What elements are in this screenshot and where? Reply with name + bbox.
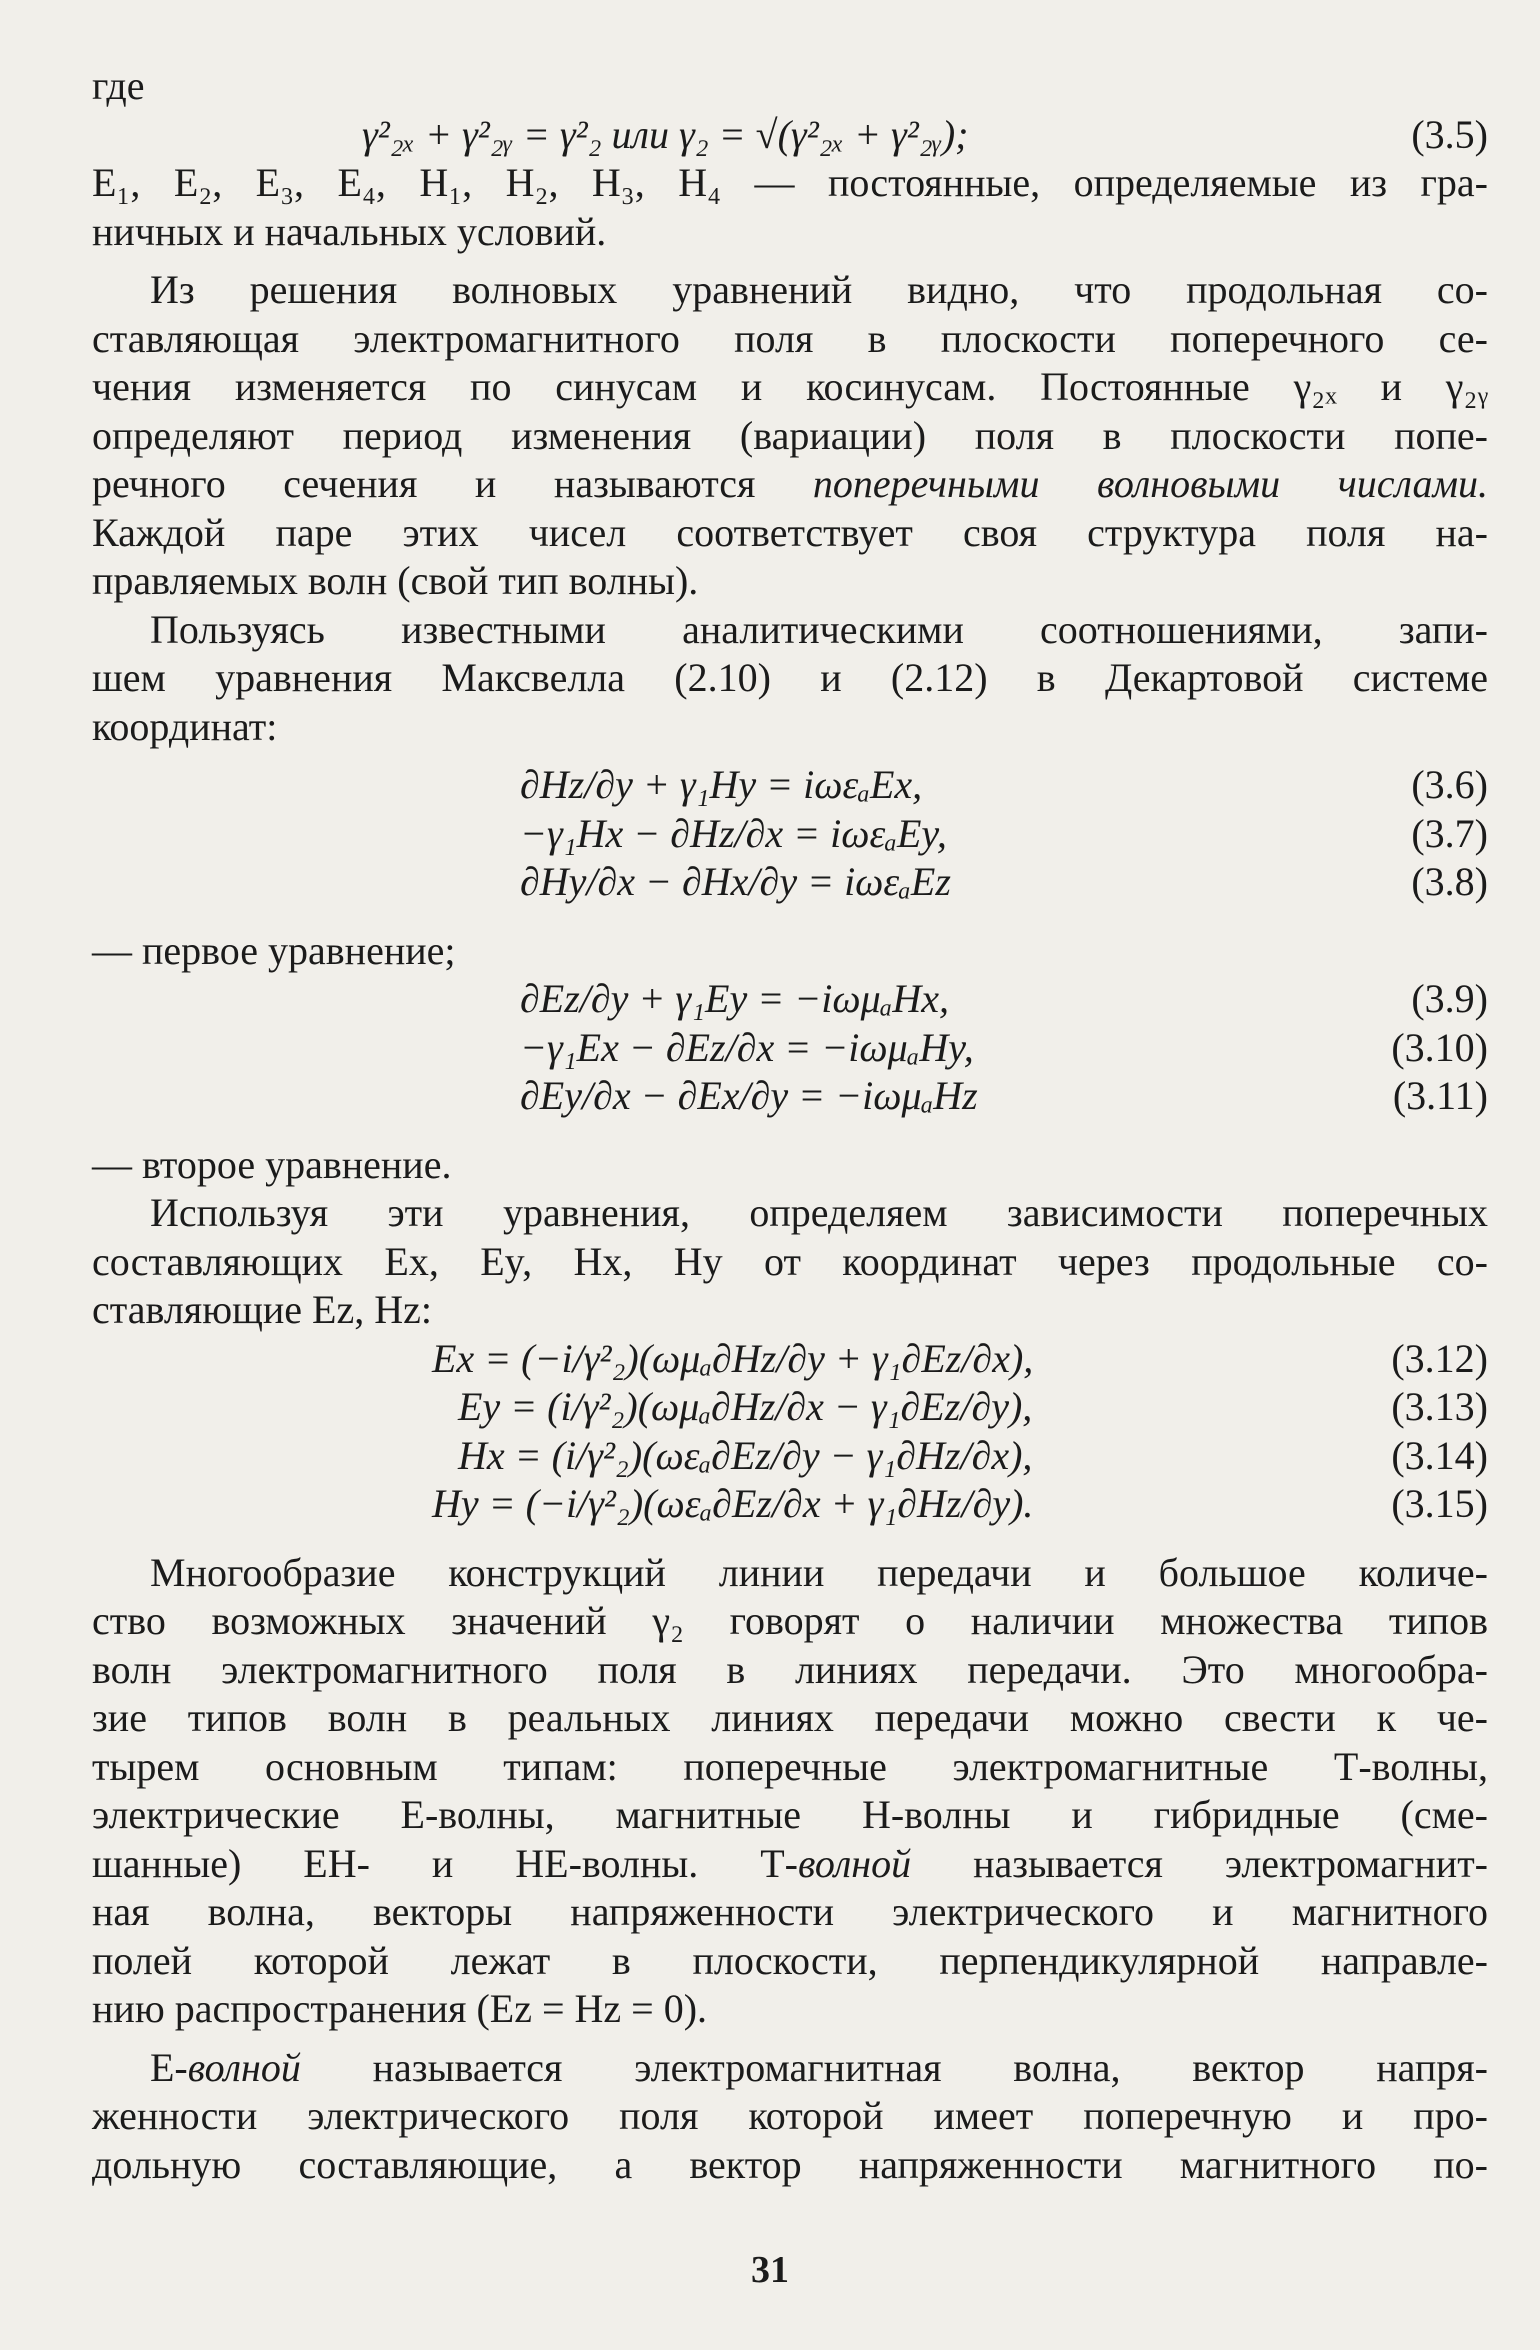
equation-number: (3.7) xyxy=(1411,810,1488,856)
para2-line: ставляющая электромагнитного поля в плоскости поперечного се- xyxy=(92,315,1488,361)
equation-number: (3.5) xyxy=(1411,111,1488,157)
first-equation-label: — первое уравнение; xyxy=(92,927,456,973)
para2-line xyxy=(92,460,1488,509)
text-run: шанные) ЕН- и НЕ-волны. Т- xyxy=(92,1840,798,1886)
equation-3-12 xyxy=(92,1335,1488,1384)
word-where: где xyxy=(92,63,145,108)
equation-formula: Hy = (−i/γ²₂)(ωεₐ∂Ez/∂x + γ₁∂Hz/∂y). xyxy=(432,1481,1034,1526)
para3-line: координат: xyxy=(92,703,278,749)
term-emphasis: поперечными волновыми числами. xyxy=(812,461,1488,506)
para2-line: определяют период изменения (вариации) поля в плоскости попе- xyxy=(92,412,1488,458)
equation-3-15 xyxy=(92,1480,1488,1529)
para5-line: Многообразие конструкций линии передачи и большое количе- xyxy=(150,1549,1488,1595)
text-run: называется электромагнит- xyxy=(911,1840,1488,1886)
para5-line: нию распространения (Ez = Hz = 0). xyxy=(92,1986,708,2031)
text-run: речного сечения и называются xyxy=(92,461,813,506)
para6-line xyxy=(92,2044,1488,2093)
equation-3-9 xyxy=(92,975,1488,1024)
second-equation-label: — второе уравнение. xyxy=(92,1141,452,1187)
equation-number: (3.11) xyxy=(1392,1073,1488,1118)
para2-line: Из решения волновых уравнений видно, что продольная со- xyxy=(150,267,1488,312)
term-emphasis: волной xyxy=(187,2044,301,2090)
para2-line: чения изменяется по синусам и косинусам. Постоянные γ₂ₓ и γ₂ᵧ xyxy=(92,364,1488,409)
para5-line: зие типов волн в реальных линиях передачи можно свести к че- xyxy=(92,1695,1488,1740)
equation-3-6 xyxy=(92,761,1488,810)
equation-number: (3.8) xyxy=(1411,859,1488,904)
para5-line: тырем основным типам: поперечные электромагнитные Т-волны, xyxy=(92,1743,1488,1789)
equation-3-14 xyxy=(92,1432,1488,1481)
equation-formula: ∂Hz/∂y + γ₁Hy = iωεₐEx, xyxy=(520,762,923,807)
para1-line: ничных и начальных условий. xyxy=(92,208,607,254)
page-number: 31 xyxy=(751,2249,789,2291)
equation-formula: Ex = (−i/γ²₂)(ωμₐ∂Hz/∂y + γ₁∂Ez/∂x), xyxy=(432,1335,1034,1381)
para6-line: дольную составляющие, а вектор напряженности магнитного по- xyxy=(92,2141,1488,2187)
para5-line: ная волна, векторы напряженности электрического и магнитного xyxy=(92,1889,1488,1934)
text-run: называется электромагнитная волна, вектор напря- xyxy=(300,2044,1488,2090)
equation-formula: −γ₁Ex − ∂Ez/∂x = −iωμₐHy, xyxy=(520,1024,974,1070)
para4-line: Используя эти уравнения, определяем зависимости поперечных xyxy=(150,1190,1488,1235)
para3-line: шем уравнения Максвелла (2.10) и (2.12) в Декартовой системе xyxy=(92,655,1488,700)
para5-line: электрические Е-волны, магнитные Н-волны и гибридные (сме- xyxy=(92,1792,1488,1837)
para5-line: ство возможных значений γ₂ говорят о наличии множества типов xyxy=(92,1598,1488,1643)
equation-3-11 xyxy=(92,1072,1488,1121)
equation-formula: γ²₂ₓ + γ²₂ᵧ = γ²₂ или γ₂ = √(γ²₂ₓ + γ²₂ᵧ); xyxy=(362,111,969,157)
equation-formula: ∂Ez/∂y + γ₁Ey = −iωμₐHx, xyxy=(520,976,950,1021)
para5-line: полей которой лежат в плоскости, перпендикулярной направле- xyxy=(92,1937,1488,1983)
para4-line: ставляющие Ez, Hz: xyxy=(92,1287,432,1332)
para2-line: правляемых волн (свой тип волны). xyxy=(92,558,699,603)
equation-number: (3.6) xyxy=(1411,762,1488,807)
equation-formula: Hx = (i/γ²₂)(ωεₐ∂Ez/∂y − γ₁∂Hz/∂x), xyxy=(458,1432,1033,1478)
text-run: Е- xyxy=(150,2044,188,2090)
equation-number: (3.14) xyxy=(1391,1432,1488,1478)
para2-line: Каждой паре этих чисел соответствует своя структура поля на- xyxy=(92,509,1488,555)
para3-line: Пользуясь известными аналитическими соотношениями, запи- xyxy=(150,606,1488,652)
equation-3-8 xyxy=(92,858,1488,907)
para4-line: составляющих Ex, Ey, Hx, Hy от координат через продольные со- xyxy=(92,1238,1488,1284)
equation-3-10 xyxy=(92,1024,1488,1073)
equation-number: (3.9) xyxy=(1411,976,1488,1021)
para5-line: волн электромагнитного поля в линиях передачи. Это многообра- xyxy=(92,1646,1488,1692)
equation-number: (3.15) xyxy=(1391,1481,1488,1526)
equation-formula: −γ₁Hx − ∂Hz/∂x = iωεₐEy, xyxy=(520,810,947,856)
para6-line: женности электрического поля которой имеет поперечную и про- xyxy=(92,2093,1488,2138)
equation-formula: Ey = (i/γ²₂)(ωμₐ∂Hz/∂x − γ₁∂Ez/∂y), xyxy=(458,1384,1033,1429)
term-emphasis: волной xyxy=(798,1840,912,1886)
equation-3-13 xyxy=(92,1383,1488,1432)
equation-formula: ∂Ey/∂x − ∂Ex/∂y = −iωμₐHz xyxy=(520,1073,978,1118)
equation-3-5 xyxy=(92,111,1488,160)
equation-number: (3.13) xyxy=(1391,1384,1488,1429)
equation-number: (3.12) xyxy=(1391,1335,1488,1381)
equation-3-7 xyxy=(92,810,1488,859)
equation-formula: ∂Hy/∂x − ∂Hx/∂y = iωεₐEz xyxy=(520,859,951,904)
equation-number: (3.10) xyxy=(1391,1024,1488,1070)
para5-line xyxy=(92,1840,1488,1889)
para1-line: E₁, E₂, E₃, E₄, H₁, H₂, H₃, H₄ — постоянные, определяемые из гра- xyxy=(92,160,1488,205)
